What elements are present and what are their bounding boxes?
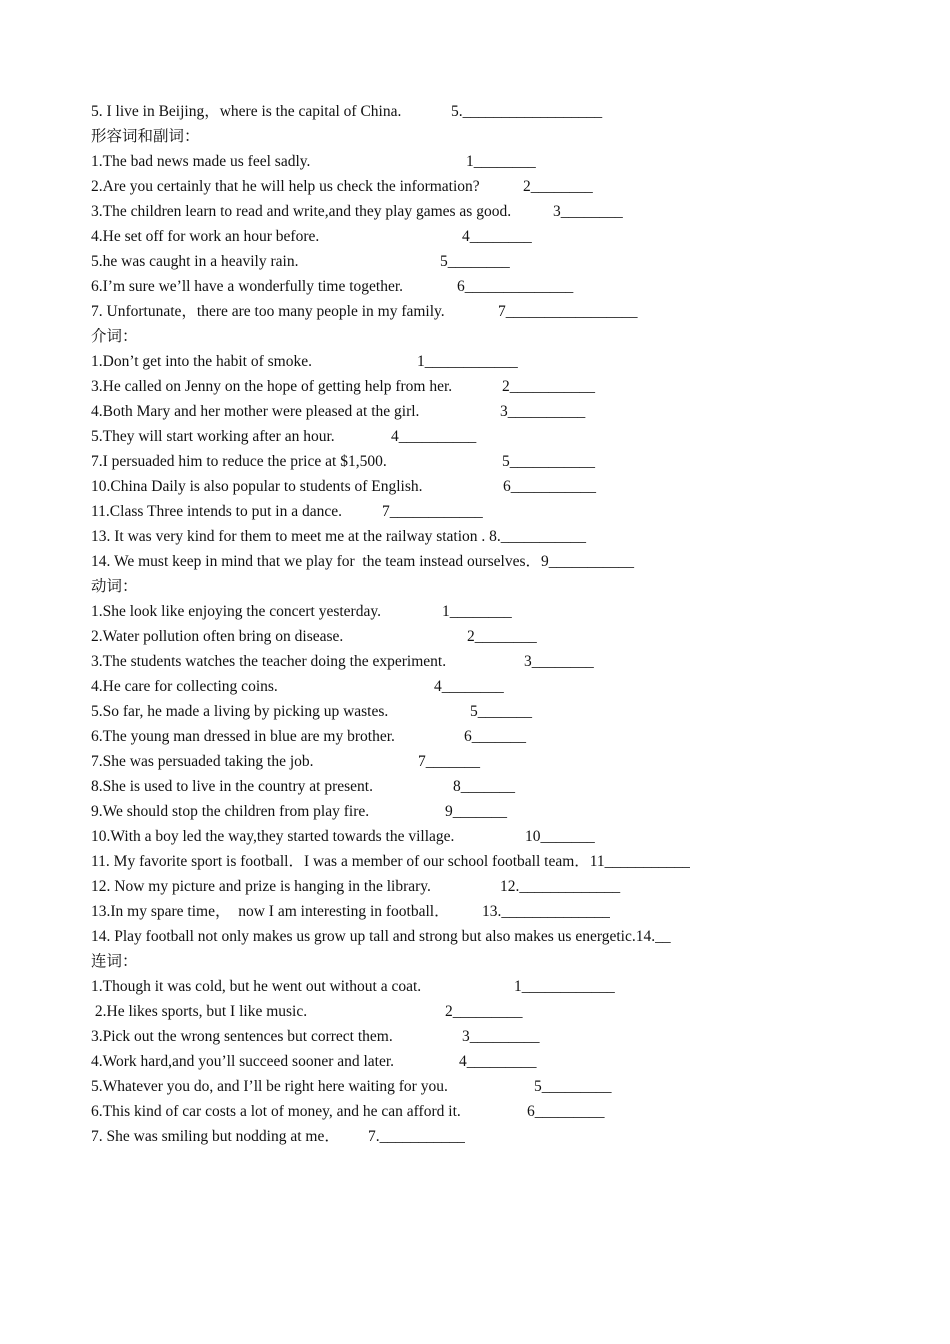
line-text: 动词： [91,578,138,595]
section-heading-adjectives-adverbs [91,124,200,149]
exercise-line [91,699,532,724]
exercise-line [91,199,623,224]
answer-blank: 5_______ [470,703,532,720]
answer-blank: 6_________ [527,1103,605,1120]
line-text: 5.Whatever you do, and I’ll be right here waiting for you. [91,1078,448,1095]
exercise-line [91,499,483,524]
line-text: 14. We must keep in mind that we play for the team instead ourselves．9___________ [91,553,635,570]
answer-blank: 7_______ [418,753,480,770]
answer-blank: 7____________ [382,503,483,520]
exercise-line [91,1099,605,1124]
answer-blank: 1________ [466,153,536,170]
exercise-line [91,849,690,874]
line-text: 7. She was smiling but nodding at me． [91,1128,340,1145]
answer-blank: 6_______ [464,728,526,745]
answer-blank: 3__________ [500,403,586,420]
exercise-line [91,274,574,299]
answer-blank: 7.___________ [368,1128,465,1145]
answer-blank: 2________ [467,628,537,645]
line-text: 连词： [91,953,138,970]
line-text: 3.He called on Jenny on the hope of getting help from her. [91,378,453,395]
exercise-line [91,749,480,774]
exercise-line [91,824,595,849]
section-heading-prepositions [91,324,138,349]
answer-blank: 6___________ [503,478,596,495]
answer-blank: 8_______ [453,778,515,795]
line-text: 14. Play football not only makes us grow up tall and strong but also makes us energetic.14.__ [91,928,671,945]
line-text: 4.Work hard,and you’ll succeed sooner and later. [91,1053,395,1070]
exercise-line [91,974,615,999]
answer-blank: 9_______ [445,803,507,820]
line-text: 7.She was persuaded taking the job. [91,753,314,770]
line-text: 形容词和副词： [91,128,200,145]
answer-blank: 4_________ [459,1053,537,1070]
answer-blank: 5.__________________ [451,103,603,120]
section-heading-conjunctions [91,949,138,974]
answer-blank: 2________ [523,178,593,195]
exercise-line [91,774,515,799]
line-text: 3.The students watches the teacher doing the experiment. [91,653,447,670]
exercise-line [91,449,595,474]
answer-blank: 5________ [440,253,510,270]
exercise-line [91,299,638,324]
line-text: 2.Water pollution often bring on disease. [91,628,344,645]
answer-blank: 4________ [462,228,532,245]
line-text: 13. It was very kind for them to meet me at the railway station . 8.___________ [91,528,587,545]
exercise-line [91,474,596,499]
answer-blank: 6______________ [457,278,574,295]
exercise-line [91,524,586,549]
line-text: 12. Now my picture and prize is hanging in the library. [91,878,431,895]
line-text: 7. Unfortunate，there are too many people in my family. [91,303,445,320]
answer-blank: 4__________ [391,428,477,445]
answer-blank: 12._____________ [500,878,621,895]
exercise-line [91,349,518,374]
answer-blank: 2___________ [502,378,595,395]
answer-blank: 7_________________ [498,303,638,320]
line-text: 9.We should stop the children from play fire. [91,803,370,820]
answer-blank: 1____________ [417,353,518,370]
exercise-line [91,674,504,699]
line-text: 6.I’m sure we’ll have a wonderfully time together. [91,278,404,295]
answer-blank: 10_______ [525,828,595,845]
line-text: 4.He care for collecting coins. [91,678,278,695]
exercise-line [91,724,526,749]
line-text: 4.He set off for work an hour before. [91,228,320,245]
exercise-line [91,424,477,449]
answer-blank: 5___________ [502,453,595,470]
line-text: 7.I persuaded him to reduce the price at $1,500. [91,453,387,470]
exercise-line [91,249,510,274]
line-text: 2.Are you certainly that he will help us check the information? [91,178,480,195]
exercise-line [91,799,507,824]
exercise-line [91,874,621,899]
line-text: 13.In my spare time， now I am interesting in football． [91,903,450,920]
line-text: 8.She is used to live in the country at present. [91,778,373,795]
answer-blank: 5_________ [534,1078,612,1095]
line-text: 4.Both Mary and her mother were pleased at the girl. [91,403,420,420]
line-text: 5.So far, he made a living by picking up wastes. [91,703,389,720]
answer-blank: 3________ [524,653,594,670]
answer-blank: 3_________ [462,1028,540,1045]
exercise-line [91,174,593,199]
line-text: 1.The bad news made us feel sadly. [91,153,311,170]
line-text: 6.This kind of car costs a lot of money, and he can afford it. [91,1103,461,1120]
line-text: 3.The children learn to read and write,and they play games as good. [91,203,512,220]
answer-blank: 4________ [434,678,504,695]
line-text: 5.he was caught in a heavily rain. [91,253,299,270]
line-text: 11.Class Three intends to put in a dance. [91,503,342,520]
line-text: 3.Pick out the wrong sentences but correct them. [91,1028,393,1045]
exercise-line [91,399,586,424]
exercise-line [91,649,594,674]
answer-blank: 3________ [553,203,623,220]
line-text: 2.He likes sports, but I like music. [91,1003,308,1020]
line-text: 1.She look like enjoying the concert yesterday. [91,603,381,620]
line-text: 1.Don’t get into the habit of smoke. [91,353,312,370]
section-heading-verbs [91,574,138,599]
answer-blank: 13.______________ [482,903,610,920]
answer-blank: 2_________ [445,1003,523,1020]
line-text: 5. I live in Beijing，where is the capital of China. [91,103,402,120]
answer-blank: 1________ [442,603,512,620]
line-text: 介词： [91,328,138,345]
line-text: 10.China Daily is also popular to students of English. [91,478,423,495]
exercise-line [91,224,532,249]
exercise-line [91,1024,540,1049]
exercise-line [91,374,595,399]
exercise-line [91,624,537,649]
exercise-line [91,1049,537,1074]
line-text: 5.They will start working after an hour. [91,428,335,445]
exercise-line [91,1074,612,1099]
exercise-line [91,549,634,574]
line-text: 1.Though it was cold, but he went out without a coat. [91,978,422,995]
exercise-line [91,899,610,924]
exercise-line [91,1124,465,1149]
answer-blank: 1____________ [514,978,615,995]
exercise-line [91,599,512,624]
line-text: 6.The young man dressed in blue are my brother. [91,728,395,745]
line-text: 11. My favorite sport is football．I was a member of our school football team．11___________ [91,853,690,870]
exercise-line [91,149,536,174]
exercise-line [91,924,671,949]
exercise-line [91,99,603,124]
line-text: 10.With a boy led the way,they started towards the village. [91,828,455,845]
exercise-line [91,999,523,1024]
